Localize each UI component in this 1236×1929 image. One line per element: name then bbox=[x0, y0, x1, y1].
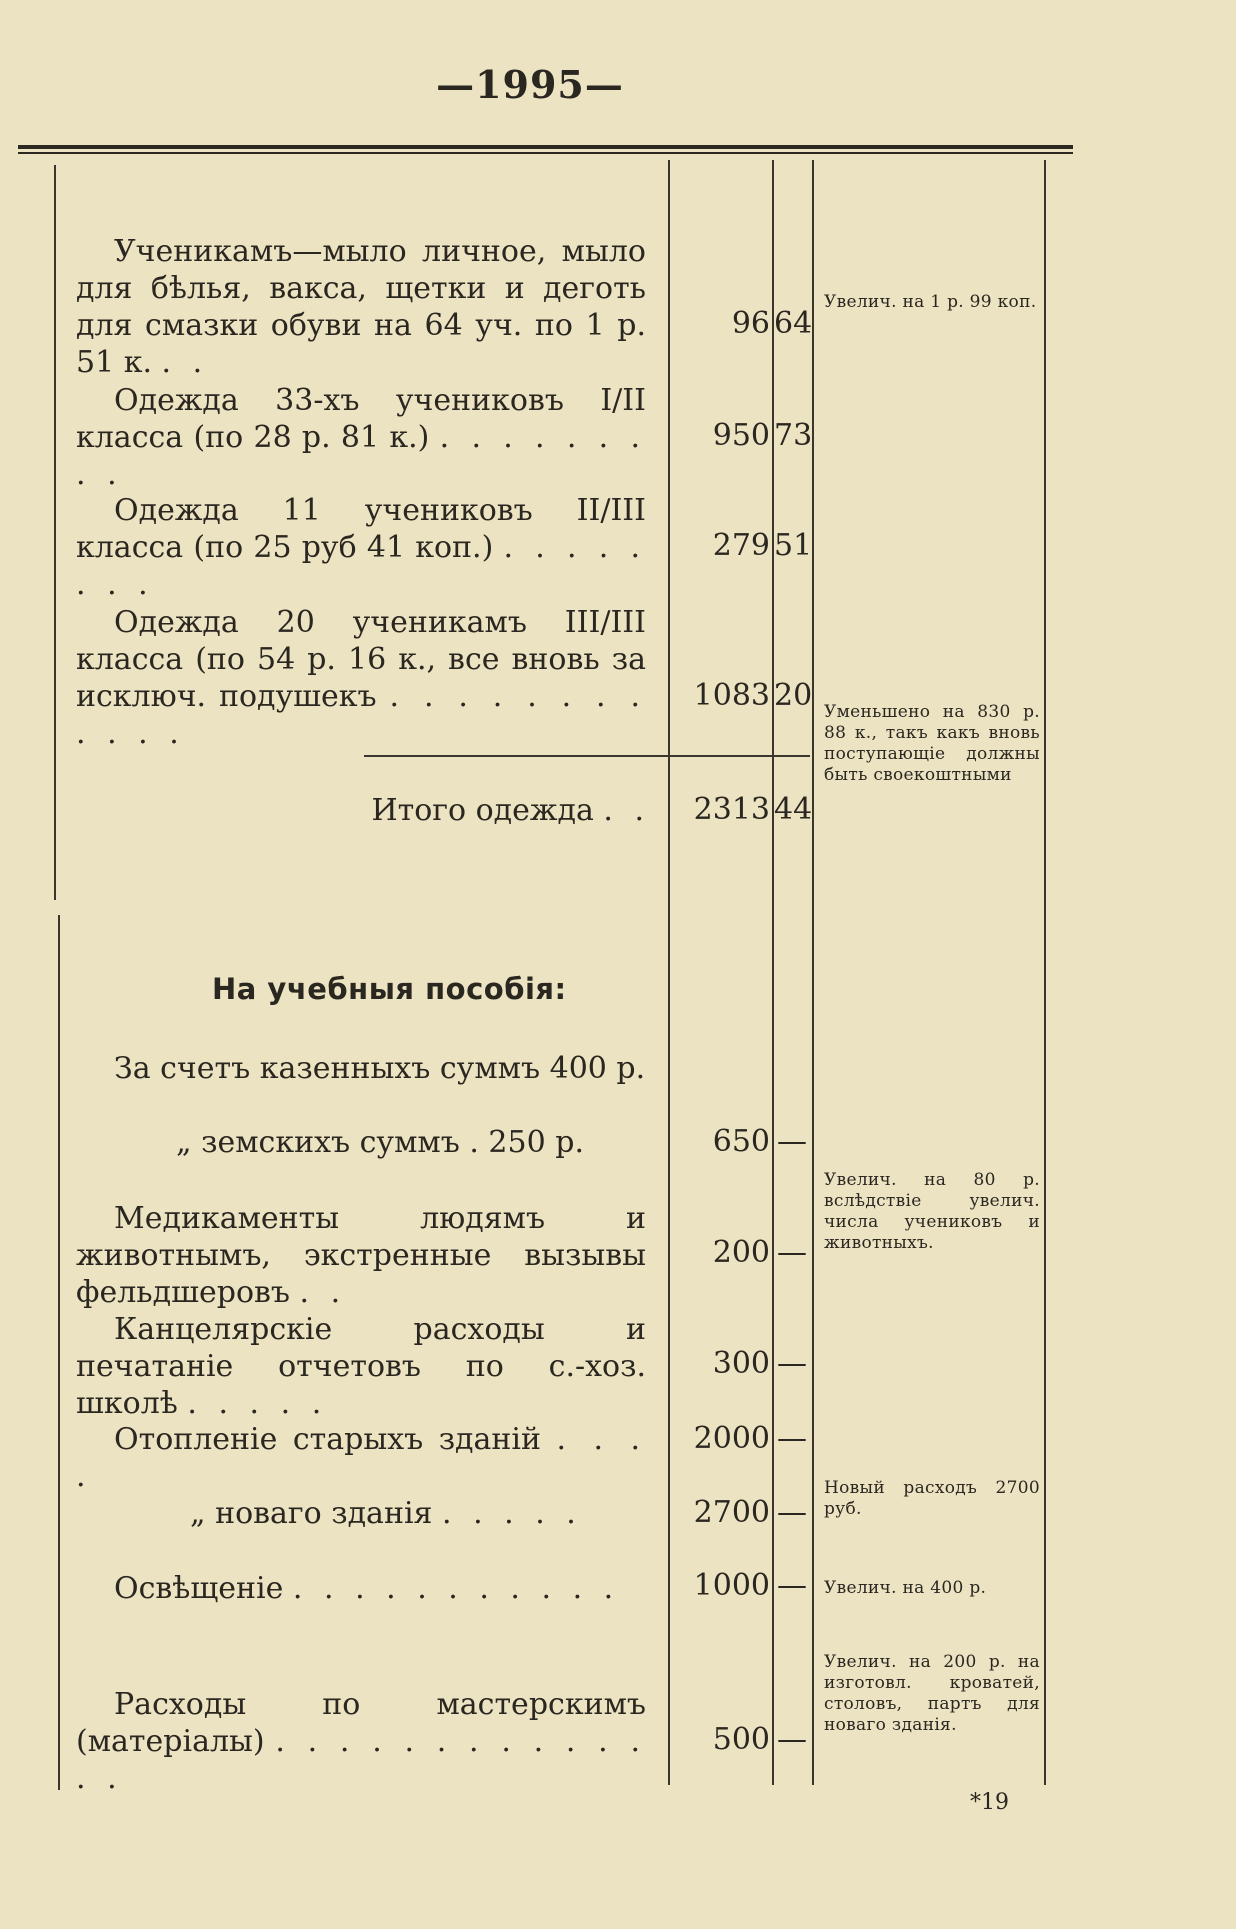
row-rubles: 2000 bbox=[693, 1421, 770, 1456]
rub-column-line bbox=[668, 160, 670, 1785]
row-note: Уменьшено на 830 р. 88 к., такъ какъ вновь поступающіе должны быть своекоштными bbox=[824, 702, 1040, 785]
row-kopecks: — bbox=[777, 1495, 807, 1530]
row-kopecks: 64 bbox=[774, 306, 813, 341]
section-heading: На учебныя пособія: bbox=[212, 972, 567, 1006]
page-number: —1995— bbox=[436, 62, 624, 107]
row-rubles: 650 bbox=[712, 1124, 770, 1159]
row-kopecks: 20 bbox=[774, 678, 813, 713]
left-border bbox=[54, 165, 56, 900]
row-description: Расходы по мастерскимъ (матеріалы) . . . . . . . . . . . . . . bbox=[76, 1687, 646, 1796]
row-note: Увелич. на 1 р. 99 коп. bbox=[824, 292, 1037, 312]
row-rubles: 279 bbox=[712, 528, 770, 563]
row-rubles: 500 bbox=[712, 1722, 770, 1757]
total-rule bbox=[364, 755, 810, 757]
total-label: Итого одежда . . bbox=[371, 793, 650, 828]
row-note: Новый расходъ 2700 руб. bbox=[824, 1478, 1040, 1519]
row-note: Увелич. на 80 р. вслѣдствіе увелич. числа учениковъ и животныхъ. bbox=[824, 1170, 1040, 1253]
row-rubles: 2700 bbox=[693, 1495, 770, 1530]
row-description: За счетъ казенныхъ суммъ 400 р. bbox=[114, 1051, 646, 1086]
row-kopecks: 73 bbox=[774, 418, 813, 453]
row-description: Одежда 33-хъ учениковъ I/II класса (по 28 р. 81 к.) . . . . . . . . . bbox=[76, 383, 646, 492]
left-border-lower bbox=[58, 915, 60, 1790]
row-kopecks: — bbox=[777, 1421, 807, 1456]
row-rubles: 200 bbox=[712, 1235, 770, 1270]
row-description: Медикаменты людямъ и животнымъ, экстренные вызывы фельдшеровъ . . bbox=[76, 1201, 646, 1310]
row-rubles: 950 bbox=[712, 418, 770, 453]
row-description: „ земскихъ суммъ . 250 р. bbox=[176, 1125, 584, 1160]
top-rule bbox=[18, 145, 1073, 149]
row-description: Освѣщеніе . . . . . . . . . . . bbox=[114, 1571, 620, 1606]
row-kopecks: — bbox=[777, 1235, 807, 1270]
row-note: Увелич. на 400 р. bbox=[824, 1578, 987, 1598]
top-rule-thin bbox=[18, 152, 1073, 154]
row-kopecks: — bbox=[777, 1722, 807, 1757]
row-kopecks: — bbox=[777, 1346, 807, 1381]
row-kopecks: 51 bbox=[774, 528, 813, 563]
row-note: Увелич. на 200 р. на изготовл. кроватей, столовъ, партъ для новаго зданія. bbox=[824, 1652, 1040, 1735]
row-description: Отопленіе старыхъ зданій . . . . bbox=[76, 1422, 646, 1494]
row-description: Одежда 11 учениковъ II/III класса (по 25 руб 41 коп.) . . . . . . . . bbox=[76, 493, 647, 602]
row-kopecks: — bbox=[777, 1568, 807, 1603]
total-kopecks: 44 bbox=[774, 792, 813, 827]
row-description: „ новаго зданія . . . . . bbox=[190, 1496, 582, 1531]
row-rubles: 300 bbox=[712, 1346, 770, 1381]
row-description: Одежда 20 ученикамъ III/III класса (по 54 р. 16 к., все вновь за исключ. подушекъ . . . . . . . . . . . . bbox=[76, 605, 646, 751]
kop-column-line bbox=[772, 160, 774, 1785]
row-description: Ученикамъ—мыло личное, мыло для бѣлья, вакса, щетки и деготь для смазки обуви на 64 уч. по 1 р. 51 к. . . bbox=[76, 234, 646, 380]
total-rubles: 2313 bbox=[693, 792, 770, 827]
row-rubles: 96 bbox=[731, 306, 770, 341]
row-rubles: 1083 bbox=[693, 678, 770, 713]
row-rubles: 1000 bbox=[693, 1568, 770, 1603]
note-column-line bbox=[812, 160, 814, 1785]
row-description: Канцелярскіе расходы и печатаніе отчетовъ по с.-хоз. школѣ . . . . . bbox=[76, 1312, 646, 1421]
right-border bbox=[1044, 160, 1046, 1785]
footer-signature: *19 bbox=[970, 1790, 1009, 1815]
row-kopecks: — bbox=[777, 1124, 807, 1159]
